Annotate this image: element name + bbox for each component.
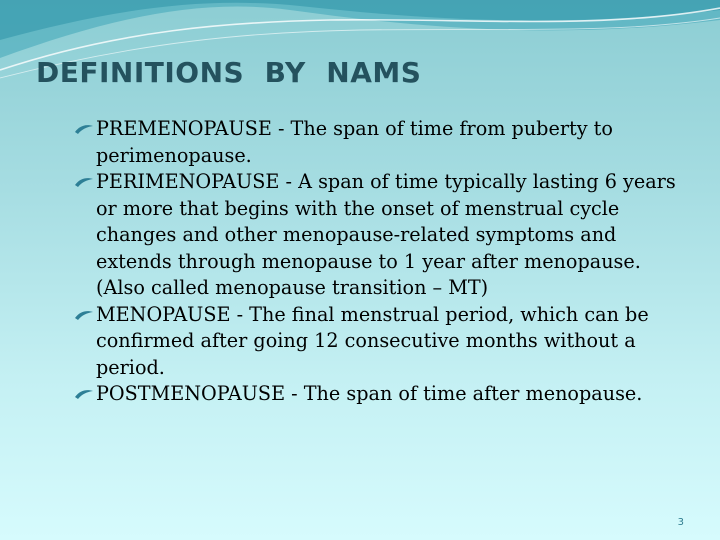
definition-text: POSTMENOPAUSE - The span of time after menopause. <box>96 382 643 405</box>
page-number: 3 <box>677 517 684 528</box>
swoosh-bullet-icon <box>74 123 94 135</box>
definition-text: MENOPAUSE - The final menstrual period, which can be confirmed after going 12 consecutive months without a period. <box>96 302 649 379</box>
definitions-list <box>74 116 684 408</box>
swoosh-bullet-icon <box>74 309 94 321</box>
swoosh-bullet-icon <box>74 176 94 188</box>
definition-text: PREMENOPAUSE - The span of time from puberty to perimenopause. <box>96 117 613 167</box>
definition-perimenopause <box>74 169 684 302</box>
definition-premenopause <box>74 116 684 169</box>
definition-postmenopause <box>74 381 684 408</box>
definition-menopause <box>74 302 684 382</box>
swoosh-bullet-icon <box>74 388 94 400</box>
slide-title: DEFINITIONS BY NAMS <box>36 56 422 89</box>
definition-text: PERIMENOPAUSE - A span of time typically lasting 6 years or more that begins with the onset of menstrual cycle changes and other menopause-related symptoms and extends through menopause to 1 year after menopause. (Also called menopause transition – MT) <box>96 170 676 299</box>
